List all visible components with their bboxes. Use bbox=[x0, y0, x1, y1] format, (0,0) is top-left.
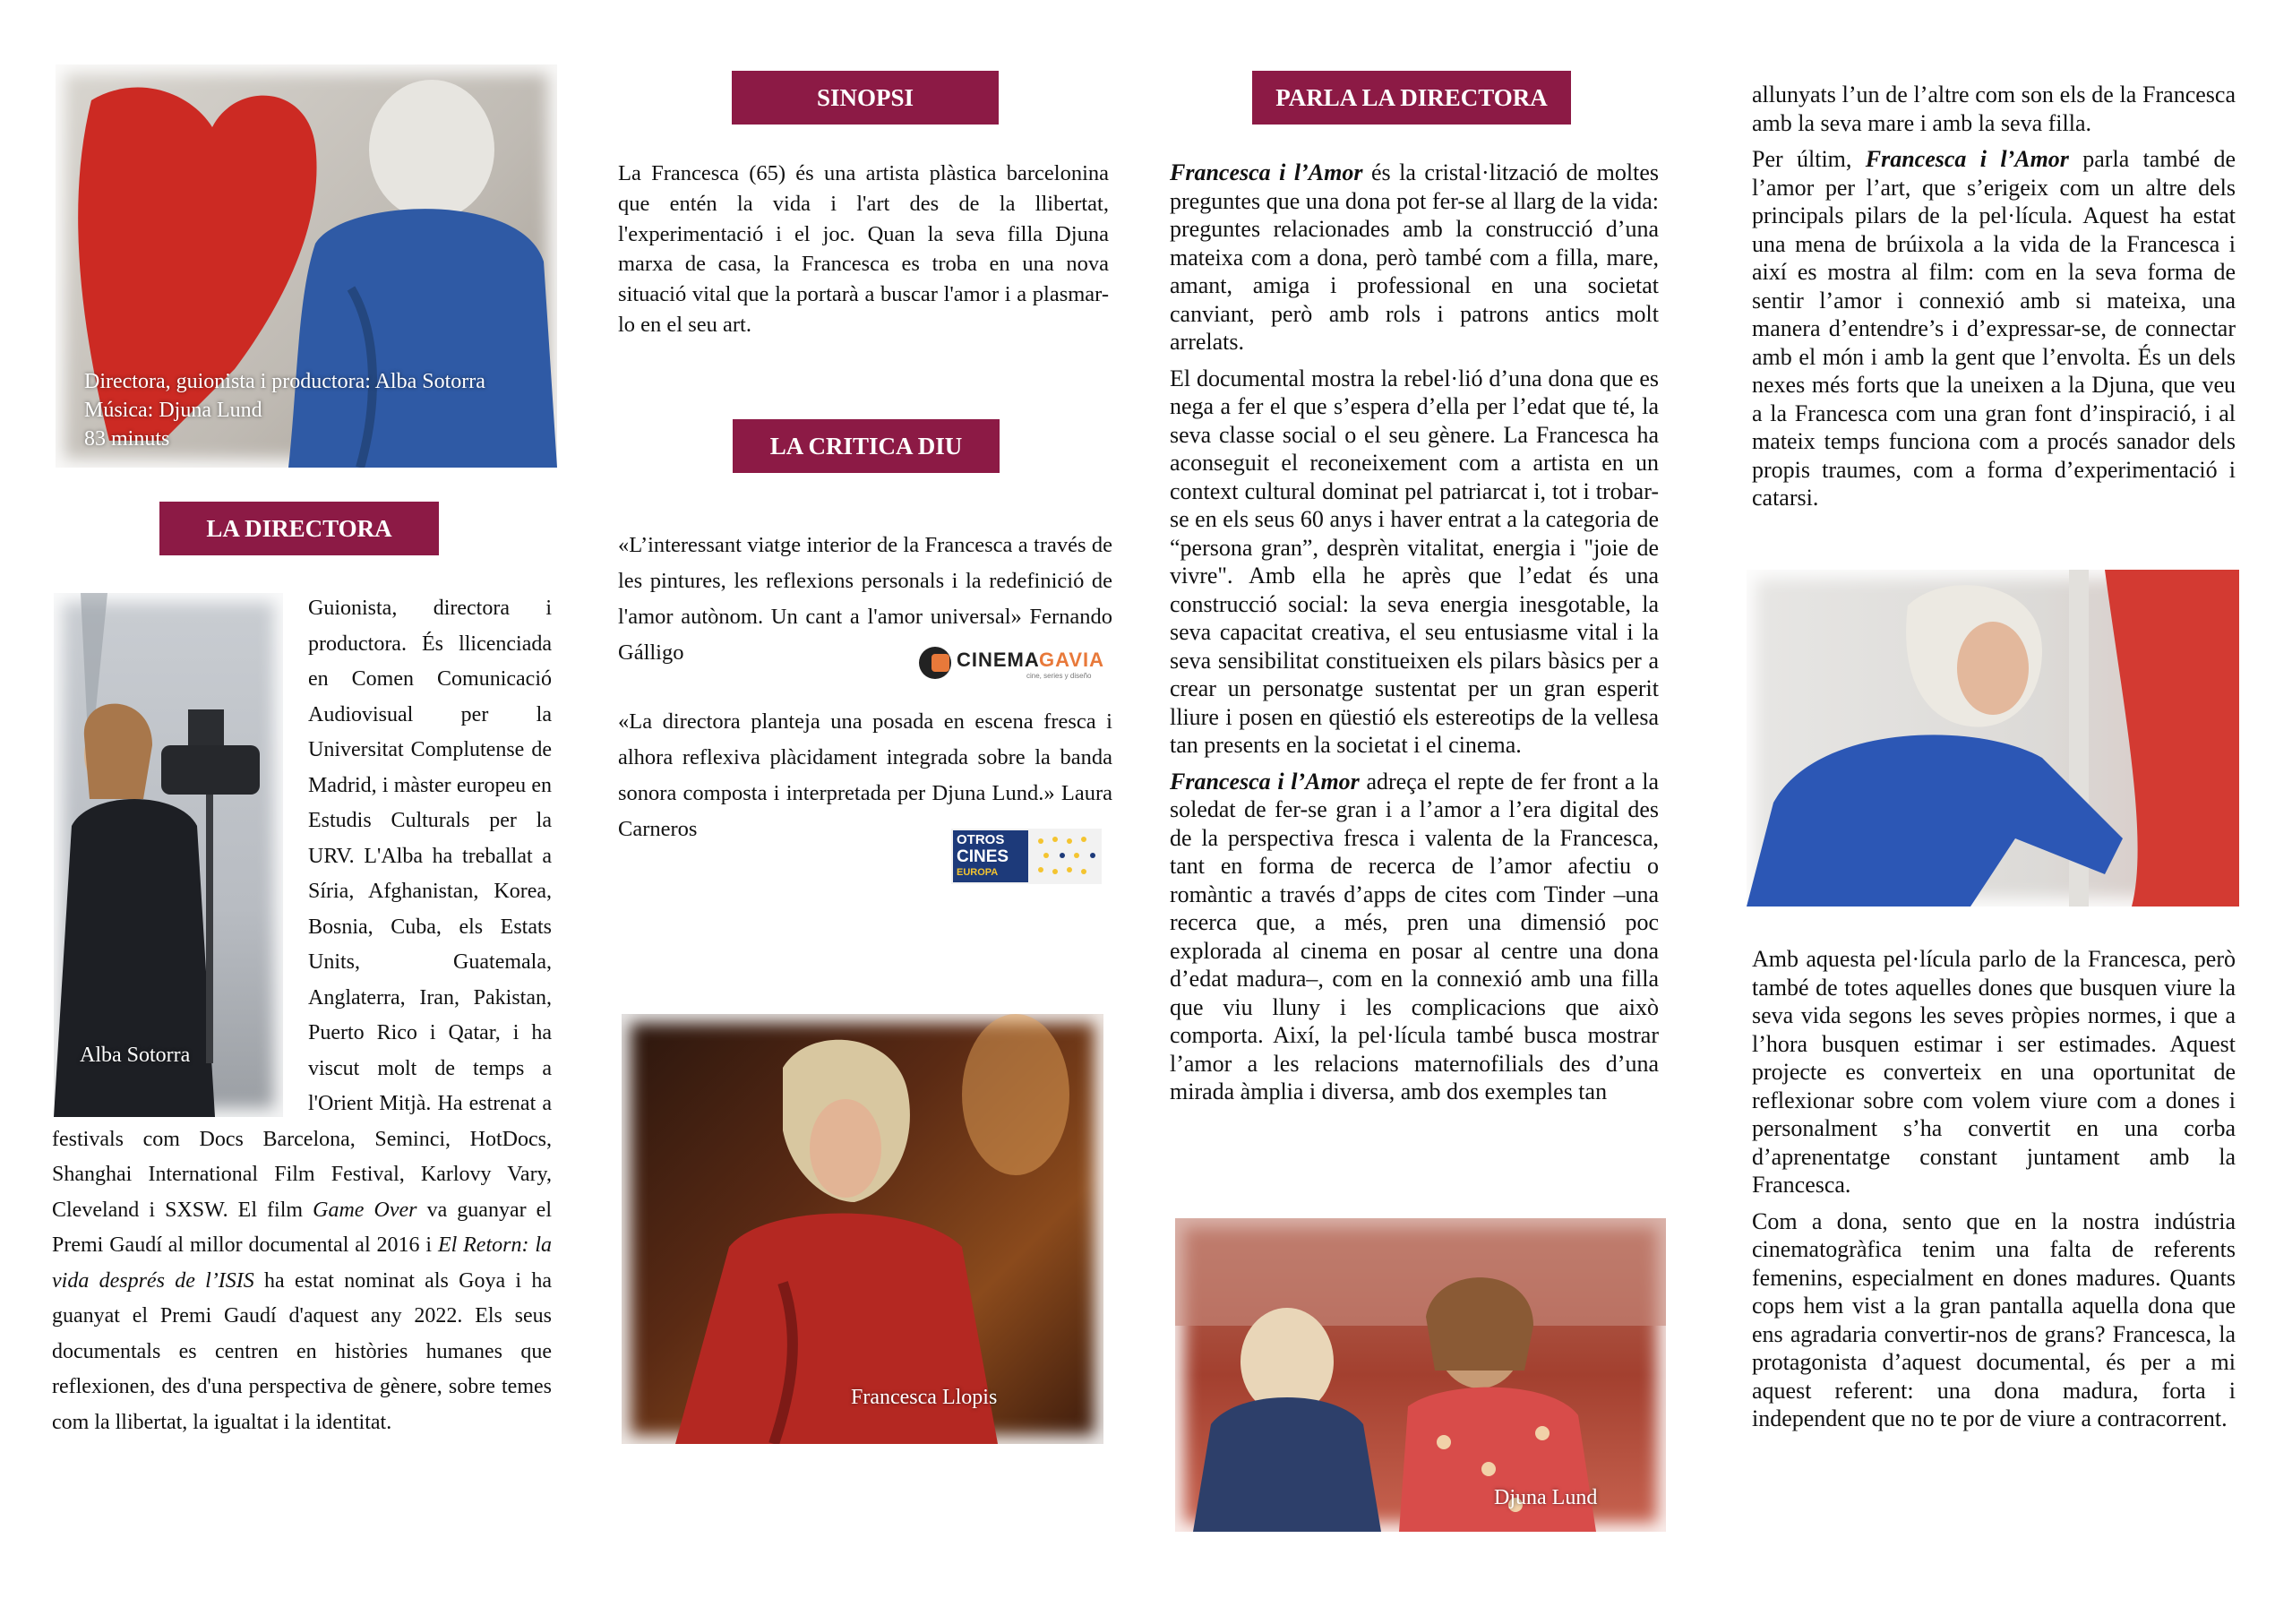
logo-line-europa: EUROPA bbox=[957, 867, 999, 878]
heading-sinopsi: SINOPSI bbox=[732, 71, 999, 125]
photo-djuna-lund bbox=[1175, 1218, 1666, 1532]
statement-paragraph-5: Per últim, Francesca i l’Amor parla també de l’amor per l’art, que s’erigeix com un altre dels principals pilars de la pel·lícula. Aquest ha estat una mena de brúixola a la vida de la Francesca i així es mostra al film: com en la seva forma de sentir l’amor i connexió amb si mateixa, una manera d’entendre’s i d’expressar-se, de connectar amb el món i amb la gent que l’envolta. És un dels nexes més forts que la uneixen a la Djuna, que veu a la Francesca com una gran font d’inspiració, i al mateix temps funciona com a procés sanador dels propis traumes, com a forma d’experimentació i catarsi. bbox=[1752, 146, 2236, 511]
logo-line-otros: OTROS bbox=[957, 832, 1005, 847]
artist-canvas-illustration bbox=[1747, 570, 2239, 907]
cinemagavia-word1: CINEMA bbox=[957, 649, 1040, 671]
credit-duration: 83 minuts bbox=[84, 427, 170, 451]
critic-quote-2: «La directora planteja una posada en escena fresca i alhora reflexiva plàcidament integrada sobre la banda sonora composta i interpretada per Djuna Lund.» Laura Carneros bbox=[618, 709, 1112, 841]
otros-cines-europa-logo bbox=[951, 829, 1102, 884]
photo-artist-painting bbox=[56, 64, 557, 468]
heading-la-directora: LA DIRECTORA bbox=[159, 502, 439, 555]
director-statement-continued bbox=[1752, 81, 2236, 520]
photo-float-spacer bbox=[52, 591, 308, 1118]
cinemagavia-logo bbox=[919, 645, 1116, 681]
statement-paragraph-6: Amb aquesta pel·lícula parlo de la Francesca, però també de totes aquelles dones que busquen viure la seva vida segons les seves pròpies normes, i que a l’hora busquen estimar i ser estimades. Aquest projecte es converteix en una oportunitat de reflexionar sobre com volem viure com a dones i personalment s’ha convertit en una corba d’aprenentatge constant juntament amb la Francesca. bbox=[1752, 946, 2236, 1198]
film-credits bbox=[84, 367, 485, 453]
director-statement bbox=[1170, 159, 1659, 1114]
statement-paragraph-3: Francesca i l’Amor adreça el repte de fer front a la soledat de fer-se gran i a l’amor a l’era digital des de la perspectiva fresca i valenta de la Francesca, tant en forma de recerca de l’amor afectiu o romàntic a través d’apps de cites com Tinder –una recerca que, a més, pren una dimensió poc explorada al cinema en posar al centre una dona d’edat madura–, com en la connexió amb una filla que viu lluny i les complicacions que això comporta. Així, la pel·lícula també busca mostrar l’amor a les relacions maternofilials des d’una mirada àmplia i diversa, amb dos exemples tan bbox=[1170, 768, 1659, 1104]
statement-paragraph-7: Com a dona, sento que en la nostra indústria cinematogràfica tenim una falta de referents femenins, especialment en dones madures. Quants cops hem vist a la gran pantalla aquella dona que ens agradaria convertir-nos de grans? Francesca, la protagonista d’aquest documental, és per a mi aquest referent: una dona madura, forta i independent que no te por de viure a contracorrent. bbox=[1752, 1207, 2236, 1431]
credit-director: Directora, guionista i productora: Alba Sotorra bbox=[84, 370, 485, 393]
photo-francesca-llopis bbox=[622, 1014, 1103, 1444]
cinemagavia-tagline: cine, series y diseño bbox=[1026, 672, 1092, 680]
francesca-illustration bbox=[622, 1014, 1103, 1444]
director-bio: Guionista, directora i productora. És llicenciada en Comen Comunicació Audiovisual per la Universitat Complutense de Madrid, i màster europeu en Estudis Culturals per la URV. L'Alba ha treballat a Síria, Afghanistan, Korea, Bosnia, Cuba, els Estats Units, Guatemala, Anglaterra, Iran, Pakistan, Puerto Rico i Qatar, i ha viscut molt de temps a l'Orient Mitjà. Ha estrenat a festivals com Docs Barcelona, Seminci, HotDocs, Shanghai International Film Festival, Karlovy Vary, Cleveland i SXSW. El film Game Over va guanyar el Premi Gaudí al millor documental al 2016 i El Retorn: la vida després de l’ISIS ha estat nominat als Goya i ha guanyat el Premi Gaudí d'aquest any 2022. Els seus documentals es centren en històries humanes que reflexionen, des d'una perspectiva de gènere, sobre temes com la llibertat, la igualtat i la identitat. bbox=[52, 591, 552, 1440]
director-statement-final bbox=[1752, 945, 2236, 1441]
caption-francesca-llopis: Francesca Llopis bbox=[851, 1386, 998, 1409]
synopsis-text: La Francesca (65) és una artista plàstica barcelonina que entén la vida i l'art des de la llibertat, l'experimentació i el joc. Quan la seva filla Djuna marxa de casa, la Francesca es troba en una nova situació vital que la portarà a buscar l'amor i a plasmar-lo en el seu art. bbox=[618, 161, 1109, 337]
logo-line-cines: CINES bbox=[957, 847, 1009, 866]
statement-paragraph-2: El documental mostra la rebel·lió d’una dona que es nega a fer el que s’espera d’ella per l’edat que té, la seva classe social o el seu gènere. La Francesca ha aconseguit el reconeixement com a artista en un context cultural dominat pel patriarcat i, tot i trobar-se en els seus 60 anys i haver entrat a la categoria de “persona gran”, desprèn vitalitat, energia i "joie de vivre". Amb ella he après que l’edat és una construcció social: la seva energia inesgotable, la seva capacitat creativa, el seu entusiasme vital i la seva sensibilitat constitueixen els pilars bàsics per a crear un personatge sustentat per un gran esperit lliure i posen en qüestió els estereotips de la vellesa tan presents en la societat i el cinema. bbox=[1170, 365, 1659, 758]
cinemagavia-accent-icon bbox=[931, 654, 949, 672]
statement-paragraph-4: allunyats l’un de l’altre com son els de la Francesca amb la seva mare i amb la seva filla. bbox=[1752, 82, 2236, 136]
heading-la-critica-diu: LA CRITICA DIU bbox=[733, 419, 1000, 473]
caption-alba-sotorra: Alba Sotorra bbox=[80, 1044, 191, 1067]
caption-djuna-lund: Djuna Lund bbox=[1494, 1486, 1598, 1509]
credit-music: Música: Djuna Lund bbox=[84, 399, 262, 422]
critic-quote-1: «L’interessant viatge interior de la Francesca a través de les pintures, les reflexions personals i la redefinició de l'amor autònom. Un cant a l'amor universal» Fernando Gálligo bbox=[618, 533, 1112, 665]
photo-artist-at-canvas bbox=[1747, 570, 2239, 907]
statement-paragraph-1: Francesca i l’Amor és la cristal·lització de moltes preguntes que una dona pot fer-se al llarg de la vida: preguntes relacionades amb la construcció d’una mateixa com a dona, però també com a filla, mare, amant, amiga i professional en una societat canviant, però amb rols i patrons antics molt arrelats. bbox=[1170, 159, 1659, 355]
heading-parla-la-directora: PARLA LA DIRECTORA bbox=[1252, 71, 1571, 125]
eu-stars-icon bbox=[1032, 832, 1100, 881]
cinemagavia-word2: GAVIA bbox=[1039, 649, 1105, 671]
